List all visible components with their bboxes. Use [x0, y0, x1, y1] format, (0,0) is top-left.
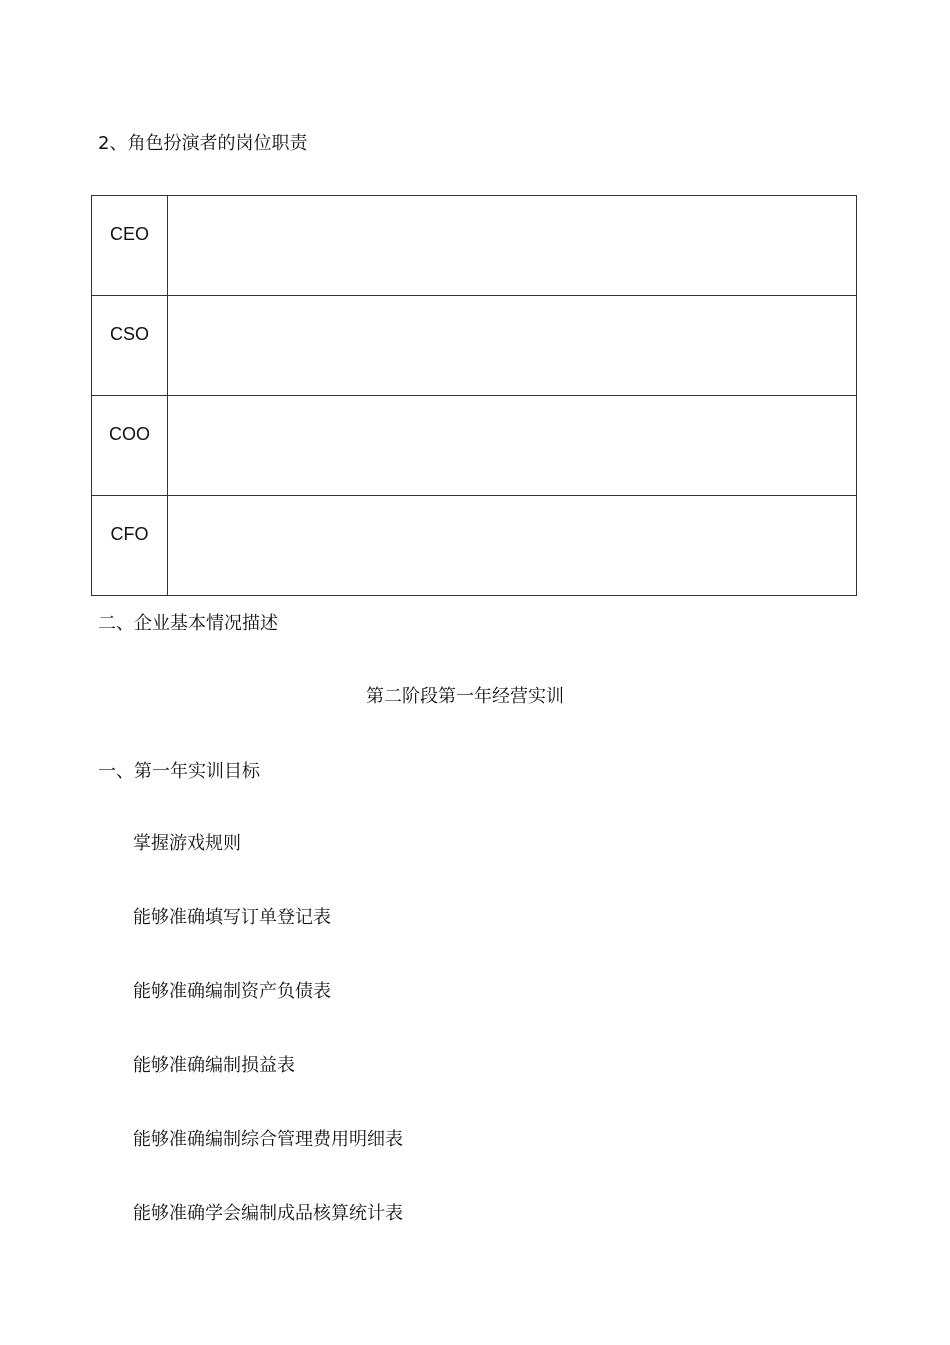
duty-cell	[168, 396, 857, 496]
role-cell	[92, 496, 168, 596]
role-cell	[92, 296, 168, 396]
stage-title: 第二阶段第一年经营实训	[366, 686, 564, 707]
role-cell	[92, 196, 168, 296]
role-cell	[92, 396, 168, 496]
duty-cell	[168, 296, 857, 396]
section-heading-company: 二、企业基本情况描述	[98, 613, 278, 634]
goal-item: 能够准确编制综合管理费用明细表	[133, 1129, 403, 1150]
role-label: CFO	[110, 524, 149, 544]
goal-item: 能够准确填写订单登记表	[133, 907, 331, 928]
roles-table	[91, 195, 857, 596]
table-row	[92, 496, 857, 596]
table-row	[92, 396, 857, 496]
section-heading-goals: 一、第一年实训目标	[98, 761, 260, 782]
role-label: CSO	[109, 324, 149, 344]
goal-item: 能够准确学会编制成品核算统计表	[133, 1203, 403, 1224]
table-row	[92, 196, 857, 296]
role-label: COO	[108, 424, 150, 444]
goal-item: 掌握游戏规则	[133, 833, 241, 854]
goal-item: 能够准确编制损益表	[133, 1055, 295, 1076]
section-heading-roles: 2、角色扮演者的岗位职责	[98, 133, 308, 154]
duty-cell	[168, 496, 857, 596]
duty-cell	[168, 196, 857, 296]
table-row	[92, 296, 857, 396]
goal-item: 能够准确编制资产负债表	[133, 981, 331, 1002]
role-label: CEO	[109, 224, 149, 244]
